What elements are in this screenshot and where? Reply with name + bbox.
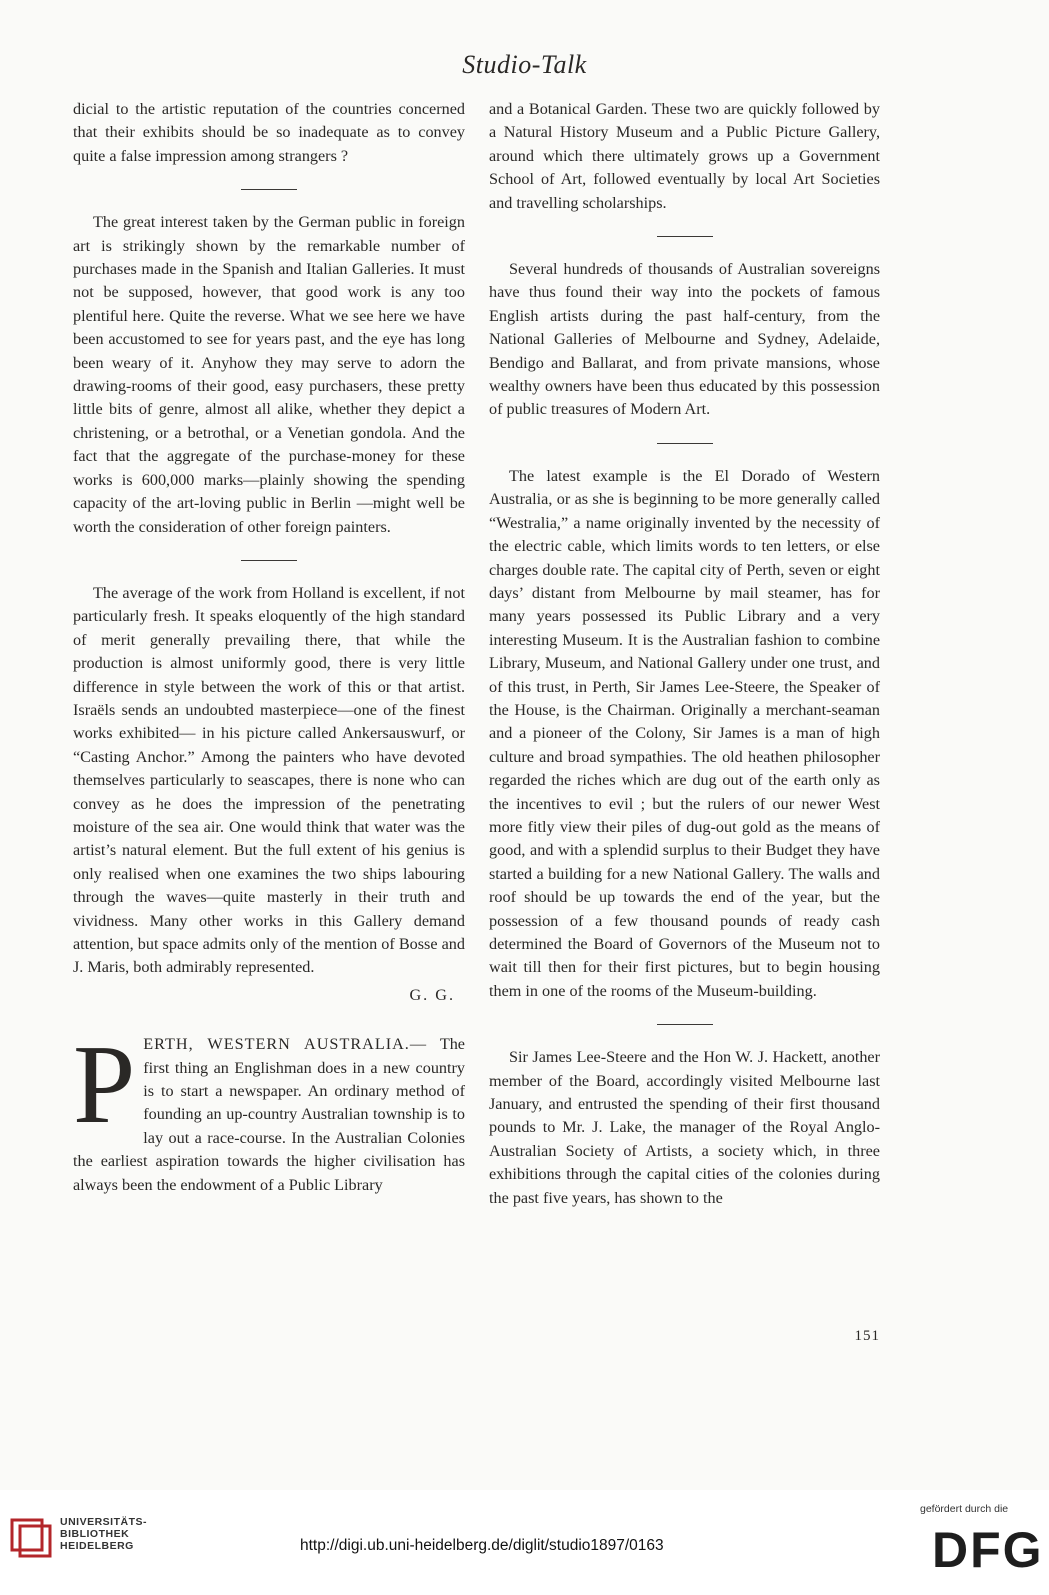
- page-running-title: Studio-Talk: [462, 50, 587, 79]
- page-number: 151: [854, 1328, 880, 1344]
- section-divider: [657, 236, 713, 237]
- paragraph: and a Botanical Garden. These two are quickly followed by a Natural History Museum and a Public Picture Gallery, around which there ultimately grows up a Government School of Art, followed eventually by local Art Societies and travelling scholarships.: [489, 100, 880, 212]
- article-text: The first thing an Englishman does in a new country is to start a newspaper. An ordinary method of founding an up-country Australian township is to lay out a race-course. In the Australian Colonies the earliest aspiration towards the higher civilisation has always been the endowment of a Public Library: [73, 1035, 465, 1194]
- dfg-logo: DFG: [932, 1522, 1044, 1578]
- section-divider: [241, 560, 297, 561]
- paragraph: Several hundreds of thousands of Australian sovereigns have thus found their way into the pockets of famous English artists during the past half-century, from the National Galleries of Melbourne and Sydney, Adelaide, Bendigo and Ballarat, and from private mansions, whose wealthy owners have been thus educated by this possession of public treasures of Modern Art.: [489, 260, 880, 419]
- paragraph: The latest example is the El Dorado of Western Australia, or as she is beginning to be more generally called “Westralia,” a name originally invented by the necessity of the electric cable, which limits words to ten letters, or else charges double rate. The capital city of Perth, seven or eight days’ distant from Melbourne by mail steamer, has for many years possessed its Public Library and a very interesting Museum. It is the Australian fashion to combine Library, Museum, and National Gallery under one trust, and of this trust, in Perth, Sir James Lee-Steere, the Speaker of the House, is the Chairman. Originally a merchant-seaman and a pioneer of the Colony, Sir James is a man of high culture and broad sympathies. The old heathen philosopher regarded the riches which are dug out of the earth only as the incentives to evil ; but the rulers of our newer West more fitly view their piles of dug-out gold as the means of good, and with a splendid surplus to their Budget they have started a building for a new National Gallery. The walls and roof should be up towards the end of the year, but the possession of a few thousand pounds of ready cash determined the Board of Governors of the Museum not to wait till then for their first pictures, but to begin housing them in one of the rooms of the Museum-building.: [489, 466, 880, 1000]
- paragraph: The great interest taken by the German public in foreign art is strikingly shown by the remarkable number of purchases made in the Spanish and Italian Galleries. It must not be supposed, however, that good work is any too plentiful here. Quite the reverse. What we see here we have been accustomed to see for years past, and the eye has long been weary of it. Anyhow they may serve to adorn the drawing-rooms of their good, easy purchasers, these pretty little bits of genre, almost all alike, whether they depict a christening, or a betrothal, or a Venetian gondola. And the fact that the aggregate of the purchase-money for these works is 600,000 marks—plainly showing the spending capacity of the art-loving public in Berlin —might well be worth the consideration of other foreign painters.: [73, 213, 465, 536]
- right-column: [489, 98, 880, 1210]
- section-divider: [657, 443, 713, 444]
- section-divider: [241, 189, 297, 190]
- source-url-link[interactable]: http://digi.ub.uni-heidelberg.de/diglit/studio1897/0163: [300, 1537, 664, 1554]
- library-logo-icon: [10, 1516, 52, 1558]
- funding-caption: gefördert durch die: [920, 1503, 1009, 1515]
- footer-bar: [0, 1490, 1049, 1595]
- paragraph: dicial to the artistic reputation of the countries concerned that their exhibits should be so inadequate as to convey quite a false impression among strangers ?: [73, 100, 465, 165]
- left-column: [73, 98, 465, 1197]
- library-name: UNIVERSITÄTS- BIBLIOTHEK HEIDELBERG: [60, 1516, 148, 1552]
- article-heading: ERTH, WESTERN AUSTRALIA.—: [143, 1035, 428, 1054]
- drop-cap: P: [73, 1023, 136, 1148]
- author-signature: G. G.: [409, 985, 455, 1004]
- perth-article: [73, 1023, 465, 1197]
- paragraph: The average of the work from Holland is excellent, if not particularly fresh. It speaks eloquently of the high standard of merit generally prevailing there, that while the production is almost uniformly good, there is very little difference in style between the work of this or that artist. Israëls sends an undoubted masterpiece—one of the finest works exhibited— in his picture called Ankersauswurf, or “Casting Anchor.” Among the painters who have devoted themselves particularly to seascapes, there is none who can convey as he does the impression of the penetrating moisture of the sea air. One would think that water was the artist’s natural element. But the full extent of his genius is only realised when one examines the two ships labouring through the waves—quite masterly in their truth and vividness. Many other works in this Gallery demand attention, but space admits only of the mention of Bosse and J. Maris, both admirably represented.: [73, 583, 465, 977]
- paragraph: Sir James Lee-Steere and the Hon W. J. Hackett, another member of the Board, accordingly visited Melbourne last January, and entrusted the spending of their first thousand pounds to Mr. J. Lake, the manager of the Royal Anglo-Australian Society of Artists, a society which, in three exhibitions through the capital cities of the colonies during the past five years, has shown to the: [489, 1048, 880, 1207]
- section-divider: [657, 1024, 713, 1025]
